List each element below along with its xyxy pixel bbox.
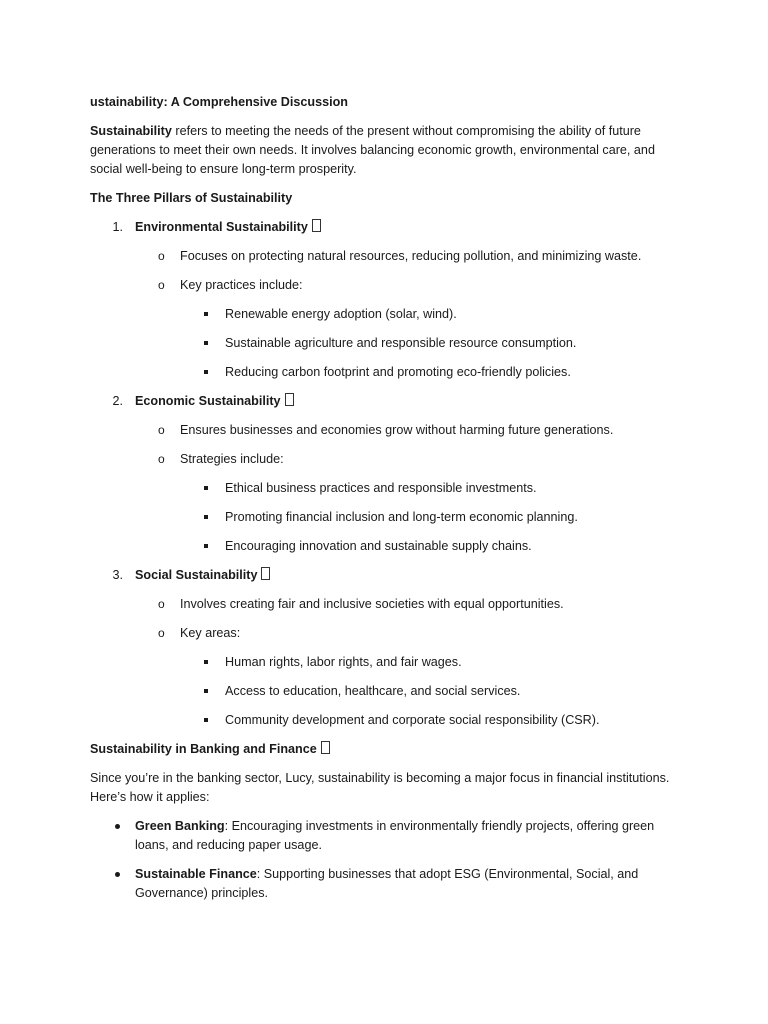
banking-list-item <box>90 865 690 903</box>
pillar-name: Economic Sustainability <box>135 394 281 408</box>
bullet-list <box>180 305 690 392</box>
bullet-text: Renewable energy adoption (solar, wind). <box>225 307 457 321</box>
square-bullet-icon <box>204 312 208 316</box>
banking-heading <box>90 740 690 759</box>
bullet-text: Human rights, labor rights, and fair wages. <box>225 655 462 669</box>
circle-marker-icon: o <box>158 278 165 292</box>
pillar-sub-list <box>135 421 690 566</box>
sub-item-text: Focuses on protecting natural resources, reducing pollution, and minimizing waste. <box>180 249 642 263</box>
circle-marker-icon: o <box>158 423 165 437</box>
pillar-sub-list <box>135 247 690 392</box>
banking-item-term: Sustainable Finance <box>135 867 257 881</box>
sub-list-item <box>135 595 690 624</box>
bullet-item <box>180 682 690 711</box>
pillars-list <box>90 218 690 740</box>
missing-glyph-icon <box>312 219 321 232</box>
banking-list <box>90 817 690 903</box>
sub-list-item <box>135 247 690 276</box>
sub-list-item <box>135 624 690 740</box>
bullet-text: Reducing carbon footprint and promoting eco-friendly policies. <box>225 365 571 379</box>
sub-item-text: Key areas: <box>180 626 241 640</box>
square-bullet-icon <box>204 660 208 664</box>
square-bullet-icon <box>204 370 208 374</box>
sub-list-item <box>135 450 690 566</box>
bullet-item <box>180 711 690 740</box>
pillars-heading: The Three Pillars of Sustainability <box>90 191 293 205</box>
circle-marker-icon: o <box>158 452 165 466</box>
pillar-number: 2. <box>112 394 123 408</box>
intro-paragraph <box>90 122 690 179</box>
intro-text: refers to meeting the needs of the present without compromising the ability of future generations to meet their own needs. It involves balancing economic growth, environmental care, and social well-being to ensure long-term prosperity. <box>90 124 655 176</box>
bullet-list <box>180 479 690 566</box>
circle-marker-icon: o <box>158 597 165 611</box>
circle-marker-icon: o <box>158 626 165 640</box>
bullet-dot-icon <box>115 824 120 829</box>
bullet-item <box>180 363 690 392</box>
missing-glyph-icon <box>261 567 270 580</box>
bullet-list <box>180 653 690 740</box>
sub-list-item <box>135 421 690 450</box>
banking-item-text: : Encouraging investments in environmentally friendly projects, offering green loans, and reducing paper usage. <box>135 819 655 852</box>
banking-item-term: Green Banking <box>135 819 225 833</box>
bullet-item <box>180 508 690 537</box>
bullet-text: Ethical business practices and responsible investments. <box>225 481 537 495</box>
pillar-item <box>90 392 690 566</box>
bullet-text: Community development and corporate social responsibility (CSR). <box>225 713 600 727</box>
pillar-name: Environmental Sustainability <box>135 220 308 234</box>
bullet-text: Promoting financial inclusion and long-term economic planning. <box>225 510 578 524</box>
bullet-item <box>180 653 690 682</box>
bullet-item <box>180 479 690 508</box>
sub-item-text: Involves creating fair and inclusive societies with equal opportunities. <box>180 597 564 611</box>
square-bullet-icon <box>204 486 208 490</box>
bullet-text: Sustainable agriculture and responsible resource consumption. <box>225 336 577 350</box>
pillar-sub-list <box>135 595 690 740</box>
bullet-text: Encouraging innovation and sustainable supply chains. <box>225 539 532 553</box>
square-bullet-icon <box>204 689 208 693</box>
intro-term: Sustainability <box>90 124 172 138</box>
square-bullet-icon <box>204 544 208 548</box>
square-bullet-icon <box>204 341 208 345</box>
pillar-item <box>90 566 690 740</box>
pillar-item <box>90 218 690 392</box>
banking-heading-text: Sustainability in Banking and Finance <box>90 742 317 756</box>
pillar-number: 3. <box>112 568 123 582</box>
sub-item-text: Strategies include: <box>180 452 284 466</box>
sub-list-item <box>135 276 690 392</box>
square-bullet-icon <box>204 515 208 519</box>
document-title: ustainability: A Comprehensive Discussion <box>90 95 348 109</box>
missing-glyph-icon <box>321 741 330 754</box>
bullet-dot-icon <box>115 872 120 877</box>
banking-item-text: : Supporting businesses that adopt ESG (Environmental, Social, and Governance) principles. <box>135 867 639 900</box>
sub-item-text: Key practices include: <box>180 278 303 292</box>
bullet-item <box>180 305 690 334</box>
bullet-item <box>180 334 690 363</box>
document-page <box>90 93 690 913</box>
bullet-text: Access to education, healthcare, and social services. <box>225 684 521 698</box>
missing-glyph-icon <box>285 393 294 406</box>
circle-marker-icon: o <box>158 249 165 263</box>
sub-item-text: Ensures businesses and economies grow without harming future generations. <box>180 423 614 437</box>
pillar-number: 1. <box>112 220 123 234</box>
banking-intro: Since you’re in the banking sector, Lucy, sustainability is becoming a major focus in financial institutions. Here’s how it applies: <box>90 771 670 804</box>
pillar-name: Social Sustainability <box>135 568 258 582</box>
banking-list-item <box>90 817 690 855</box>
bullet-item <box>180 537 690 566</box>
square-bullet-icon <box>204 718 208 722</box>
